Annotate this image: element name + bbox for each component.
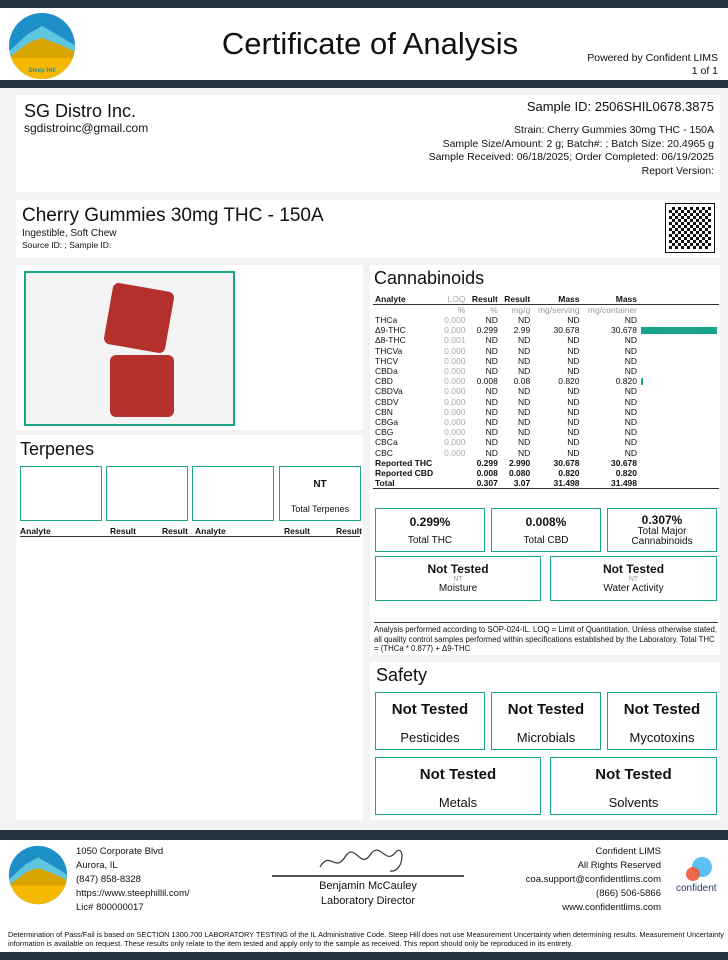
cell-value: 0.008 bbox=[476, 467, 498, 478]
cell-value: ND bbox=[517, 335, 531, 346]
total-row bbox=[373, 468, 719, 478]
moisture-value: Not Tested bbox=[427, 562, 489, 576]
safety-value: Not Tested bbox=[391, 701, 469, 718]
table-row bbox=[373, 407, 719, 417]
total-thc-card bbox=[375, 508, 485, 552]
cell-value: ND bbox=[567, 416, 580, 427]
lims-info bbox=[526, 845, 661, 915]
water-activity-value: Not Tested bbox=[602, 562, 665, 576]
analyte-name: CBDVa bbox=[375, 386, 403, 397]
summary-value: 0.299% bbox=[409, 515, 451, 529]
unit: % bbox=[457, 305, 466, 315]
table-row bbox=[373, 366, 719, 376]
cell-value: ND bbox=[567, 315, 580, 326]
water-activity-card bbox=[550, 556, 717, 601]
table-row bbox=[373, 376, 719, 386]
water-activity-label: Water Activity bbox=[603, 583, 664, 594]
cell-value: 30.678 bbox=[611, 457, 637, 468]
total-label: Total bbox=[375, 478, 395, 488]
cell-value: ND bbox=[624, 335, 637, 346]
cell-value: ND bbox=[517, 396, 531, 407]
lab-license: Lic# 800000017 bbox=[76, 902, 144, 913]
total-cbd-card bbox=[491, 508, 601, 552]
cell-value: ND bbox=[567, 386, 580, 397]
cell-value: ND bbox=[624, 355, 637, 366]
total-terpenes-label: Total Terpenes bbox=[290, 504, 350, 514]
cell-value: ND bbox=[624, 366, 637, 377]
table-row bbox=[373, 447, 719, 457]
cell-value: 30.678 bbox=[611, 325, 637, 336]
cannabinoids-title: Cannabinoids bbox=[374, 268, 485, 288]
terpenes-title: Terpenes bbox=[20, 439, 95, 459]
table-row bbox=[373, 427, 719, 437]
safety-box bbox=[370, 662, 720, 820]
safety-value: Not Tested bbox=[595, 766, 672, 783]
result-bar bbox=[641, 327, 717, 334]
terpenes-box bbox=[16, 435, 363, 820]
analyte-name: CBC bbox=[375, 447, 393, 458]
moisture-sub: NT bbox=[453, 576, 463, 583]
col-result: Result bbox=[162, 526, 188, 536]
water-activity-sub: NT bbox=[628, 576, 639, 583]
signer-name: Benjamin McCauley bbox=[319, 880, 417, 892]
cell-value: 0.000 bbox=[444, 416, 466, 427]
page-title: Certificate of Analysis bbox=[221, 26, 519, 61]
cell-value: 0.299 bbox=[476, 325, 498, 336]
cell-value: 2.99 bbox=[513, 325, 531, 336]
safety-label: Mycotoxins bbox=[629, 730, 695, 745]
cell-value: ND bbox=[517, 406, 531, 417]
cell-value: ND bbox=[624, 406, 637, 417]
cell-value: 2.990 bbox=[508, 457, 531, 468]
bar-cell bbox=[639, 417, 719, 427]
dates: Sample Received: 06/18/2025; Order Completed: 06/19/2025 bbox=[428, 151, 714, 163]
cell-value: ND bbox=[624, 427, 637, 438]
cell-value: 31.498 bbox=[611, 478, 637, 488]
bar-cell bbox=[639, 407, 719, 417]
analyte-name: Δ8-THC bbox=[375, 335, 406, 346]
cell-value: ND bbox=[485, 427, 498, 438]
cell-value: ND bbox=[485, 366, 498, 377]
cell-value: ND bbox=[624, 437, 637, 448]
analyte-name: THCVa bbox=[375, 345, 403, 356]
bottom-bar bbox=[0, 952, 728, 960]
cell-value: ND bbox=[517, 437, 531, 448]
cell-value: 0.000 bbox=[444, 345, 466, 356]
analyte-name: CBG bbox=[375, 427, 394, 438]
page-count: 1 of 1 bbox=[691, 65, 718, 77]
client-name: SG Distro Inc. bbox=[24, 101, 137, 121]
cell-value: ND bbox=[485, 345, 498, 356]
bar-cell bbox=[639, 397, 719, 407]
table-row bbox=[373, 356, 719, 366]
analyte-name: THCV bbox=[375, 355, 399, 366]
total-label: Reported CBD bbox=[375, 467, 434, 478]
col-result: Result bbox=[284, 526, 310, 536]
column-header: Mass bbox=[582, 294, 639, 305]
cell-value: 0.000 bbox=[444, 366, 466, 377]
address-line: 1050 Corporate Blvd bbox=[76, 846, 164, 857]
cell-value: ND bbox=[485, 416, 498, 427]
signer-title: Laboratory Director bbox=[320, 895, 416, 907]
table-row bbox=[373, 397, 719, 407]
footer-bar bbox=[0, 830, 728, 840]
cell-value: ND bbox=[567, 366, 580, 377]
cell-value: 0.000 bbox=[444, 355, 466, 366]
summary-label: Total Major Cannabinoids bbox=[631, 526, 693, 547]
cell-value: 30.678 bbox=[553, 457, 580, 468]
cell-value: ND bbox=[567, 355, 580, 366]
cell-value: ND bbox=[567, 396, 580, 407]
summary-label: Total THC bbox=[407, 535, 453, 546]
product-box bbox=[16, 200, 720, 258]
client-email: sgdistroinc@gmail.com bbox=[24, 121, 149, 135]
unit: mg/g bbox=[511, 305, 531, 315]
lab-website[interactable]: https://www.steephillil.com/ bbox=[76, 888, 190, 899]
table-row bbox=[373, 386, 719, 396]
total-row bbox=[373, 478, 719, 489]
bar-cell bbox=[639, 325, 719, 335]
table-row bbox=[373, 417, 719, 427]
safety-title: Safety bbox=[376, 665, 428, 685]
lab-address bbox=[76, 845, 190, 915]
summary-value: 0.008% bbox=[525, 515, 567, 529]
table-row bbox=[373, 437, 719, 447]
support-email[interactable]: coa.support@confidentlims.com bbox=[525, 874, 661, 885]
cell-value: 0.000 bbox=[444, 376, 466, 387]
cell-value: ND bbox=[517, 355, 531, 366]
cell-value: ND bbox=[624, 315, 637, 326]
cell-value: ND bbox=[485, 437, 498, 448]
bar-cell bbox=[639, 376, 719, 386]
summary-value: 0.307% bbox=[641, 513, 683, 527]
cell-value: 30.678 bbox=[553, 325, 580, 336]
lims-website[interactable]: www.confidentlims.com bbox=[562, 902, 661, 913]
cell-value: ND bbox=[485, 447, 498, 458]
safety-card-pesticides bbox=[375, 692, 485, 750]
confident-logo-text: confident bbox=[676, 883, 717, 894]
safety-value: Not Tested bbox=[623, 701, 701, 718]
cell-value: ND bbox=[624, 386, 637, 397]
analyte-name: Δ9-THC bbox=[375, 325, 406, 336]
cell-value: 0.080 bbox=[508, 467, 531, 478]
safety-card-solvents bbox=[550, 757, 717, 815]
safety-card-microbials bbox=[491, 692, 601, 750]
bar-cell bbox=[639, 437, 719, 447]
cell-value: ND bbox=[624, 396, 637, 407]
cell-value: ND bbox=[517, 366, 531, 377]
analysis-note: Analysis performed according to SOP-024-IL. LOQ = Limit of Quantitation. Unless otherwise stated, all quality control samples performed within specifications established by the Laboratory. Total THC = (THCa * 0.877) + Δ9-THC bbox=[374, 622, 718, 654]
cell-value: ND bbox=[624, 345, 637, 356]
cell-value: ND bbox=[624, 416, 637, 427]
table-row bbox=[373, 335, 719, 345]
cell-value: ND bbox=[567, 427, 580, 438]
cell-value: 0.000 bbox=[444, 447, 466, 458]
cell-value: ND bbox=[485, 315, 498, 326]
qr-code[interactable] bbox=[666, 204, 714, 252]
bar-cell bbox=[639, 335, 719, 345]
total-major-card bbox=[607, 508, 717, 552]
unit: mg/container bbox=[587, 305, 637, 315]
cell-value: ND bbox=[485, 335, 498, 346]
safety-card-mycotoxins bbox=[607, 692, 717, 750]
cell-value: ND bbox=[485, 406, 498, 417]
unit: % bbox=[490, 305, 498, 315]
svg-text:Steep Hill: Steep Hill bbox=[28, 68, 56, 74]
terpenes-header bbox=[20, 526, 360, 537]
total-label: Reported THC bbox=[375, 457, 433, 468]
cell-value: ND bbox=[485, 396, 498, 407]
unit: mg/serving bbox=[537, 305, 580, 315]
cell-value: 3.07 bbox=[513, 478, 531, 488]
lab-phone: (847) 858-8328 bbox=[76, 874, 141, 885]
cell-value: ND bbox=[517, 386, 531, 397]
cell-value: 0.08 bbox=[513, 376, 531, 387]
cell-value: 0.000 bbox=[444, 396, 466, 407]
bar-column bbox=[639, 294, 719, 305]
cell-value: 0.000 bbox=[444, 315, 466, 326]
safety-value: Not Tested bbox=[507, 701, 585, 718]
image-box bbox=[16, 265, 363, 430]
column-header: Result bbox=[467, 294, 499, 305]
cell-value: ND bbox=[567, 437, 580, 448]
col-result: Result bbox=[110, 526, 136, 536]
total-row bbox=[373, 458, 719, 468]
lims-phone: (866) 506-5866 bbox=[596, 888, 661, 899]
table-row bbox=[373, 325, 719, 335]
bar-cell bbox=[639, 366, 719, 376]
safety-card-metals bbox=[375, 757, 541, 815]
sample-size: Sample Size/Amount: 2 g; Batch#: ; Batch Size: 20.4965 g bbox=[442, 137, 714, 150]
cell-value bbox=[440, 458, 467, 468]
cell-value: ND bbox=[567, 335, 580, 346]
safety-value: Not Tested bbox=[419, 766, 497, 783]
disclaimer: Determination of Pass/Fail is based on SECTION 1300.700 LABORATORY TESTING of the IL Administrative Code. Steep Hill does not use Measurement Uncertainty when determining results. Measurement Uncertainty information is available on request. These results only relate to the item tested and apply only to the sample as received. This report should only be reproduced in its entirety. bbox=[8, 930, 724, 948]
table-row bbox=[373, 315, 719, 325]
cell-value bbox=[440, 478, 467, 489]
cell-value: ND bbox=[567, 406, 580, 417]
cell-value: 0.307 bbox=[476, 478, 498, 488]
cell-value: 0.000 bbox=[444, 406, 466, 417]
cell-value: ND bbox=[624, 447, 637, 458]
safety-label: Solvents bbox=[608, 795, 659, 810]
confident-logo bbox=[678, 855, 718, 895]
summary-label: Total CBD bbox=[523, 535, 569, 546]
moisture-card bbox=[375, 556, 541, 601]
steep-hill-footer-logo bbox=[8, 845, 68, 905]
product-type: Ingestible, Soft Chew bbox=[22, 228, 117, 239]
cell-value: 0.008 bbox=[476, 376, 498, 387]
cell-value: 0.001 bbox=[444, 335, 466, 346]
result-bar bbox=[641, 378, 643, 385]
col-analyte: Analyte bbox=[20, 526, 51, 536]
column-header: LOQ bbox=[440, 294, 467, 305]
analyte-name: CBN bbox=[375, 406, 393, 417]
cell-value: ND bbox=[517, 427, 531, 438]
bar-cell bbox=[639, 427, 719, 437]
address-city: Aurora, IL bbox=[76, 860, 118, 871]
cell-value: 0.000 bbox=[444, 437, 466, 448]
product-ids: Source ID: ; Sample ID: bbox=[22, 240, 112, 250]
cell-value: 0.000 bbox=[444, 386, 466, 397]
cell-value: 0.299 bbox=[476, 457, 498, 468]
analyte-name: THCa bbox=[375, 315, 398, 326]
steep-hill-logo bbox=[8, 12, 76, 80]
cannabinoids-table bbox=[373, 294, 719, 489]
cell-value: ND bbox=[485, 386, 498, 397]
bar-cell bbox=[639, 356, 719, 366]
cell-value: 0.820 bbox=[558, 467, 580, 478]
analyte-name: CBCa bbox=[375, 437, 398, 448]
top-bar bbox=[0, 0, 728, 8]
cell-value: 0.000 bbox=[444, 325, 466, 336]
cell-value: ND bbox=[567, 447, 580, 458]
total-terpenes-value: NT bbox=[313, 479, 327, 490]
product-name: Cherry Gummies 30mg THC - 150A bbox=[22, 205, 324, 226]
safety-label: Microbials bbox=[516, 730, 576, 745]
analyte-name: CBDa bbox=[375, 366, 398, 377]
strain: Strain: Cherry Gummies 30mg THC - 150A bbox=[514, 124, 714, 136]
powered-by: Powered by Confident LIMS bbox=[587, 52, 718, 64]
analyte-name: CBDV bbox=[375, 396, 399, 407]
bar-cell bbox=[639, 315, 719, 325]
cell-value: ND bbox=[517, 345, 531, 356]
cell-value: 0.820 bbox=[558, 376, 580, 387]
product-photo bbox=[24, 271, 235, 426]
cell-value: 31.498 bbox=[553, 478, 580, 488]
safety-label: Metals bbox=[438, 795, 478, 810]
column-header: Mass bbox=[532, 294, 581, 305]
cell-value bbox=[440, 468, 467, 478]
cell-value: 0.000 bbox=[444, 427, 466, 438]
column-header: Analyte bbox=[373, 294, 440, 305]
total-terpenes-card bbox=[279, 466, 361, 521]
column-header: Result bbox=[500, 294, 532, 305]
cell-value: ND bbox=[517, 416, 531, 427]
safety-label: Pesticides bbox=[400, 730, 460, 745]
table-row bbox=[373, 346, 719, 356]
unit bbox=[373, 305, 440, 316]
sample-info bbox=[429, 124, 714, 178]
client-box bbox=[16, 95, 720, 192]
cell-value: 0.820 bbox=[615, 467, 637, 478]
moisture-label: Moisture bbox=[438, 583, 478, 594]
cell-value: 0.820 bbox=[615, 376, 637, 387]
analyte-name: CBD bbox=[375, 376, 393, 387]
cell-value: ND bbox=[485, 355, 498, 366]
sample-id: Sample ID: 2506SHIL0678.3875 bbox=[526, 99, 714, 114]
col-result: Result bbox=[336, 526, 362, 536]
cannabinoids-box bbox=[370, 265, 720, 655]
cell-value: ND bbox=[517, 447, 531, 458]
bar-cell bbox=[639, 447, 719, 457]
header-bar bbox=[0, 80, 728, 88]
rights: All Rights Reserved bbox=[577, 860, 661, 871]
report-version: Report Version: bbox=[641, 164, 714, 177]
cell-value: ND bbox=[517, 315, 531, 326]
cell-value: ND bbox=[567, 345, 580, 356]
bar-cell bbox=[639, 346, 719, 356]
signer-block bbox=[272, 875, 464, 909]
col-analyte: Analyte bbox=[195, 526, 226, 536]
bar-cell bbox=[639, 386, 719, 396]
analyte-name: CBGa bbox=[375, 416, 399, 427]
lims-name: Confident LIMS bbox=[595, 846, 661, 857]
